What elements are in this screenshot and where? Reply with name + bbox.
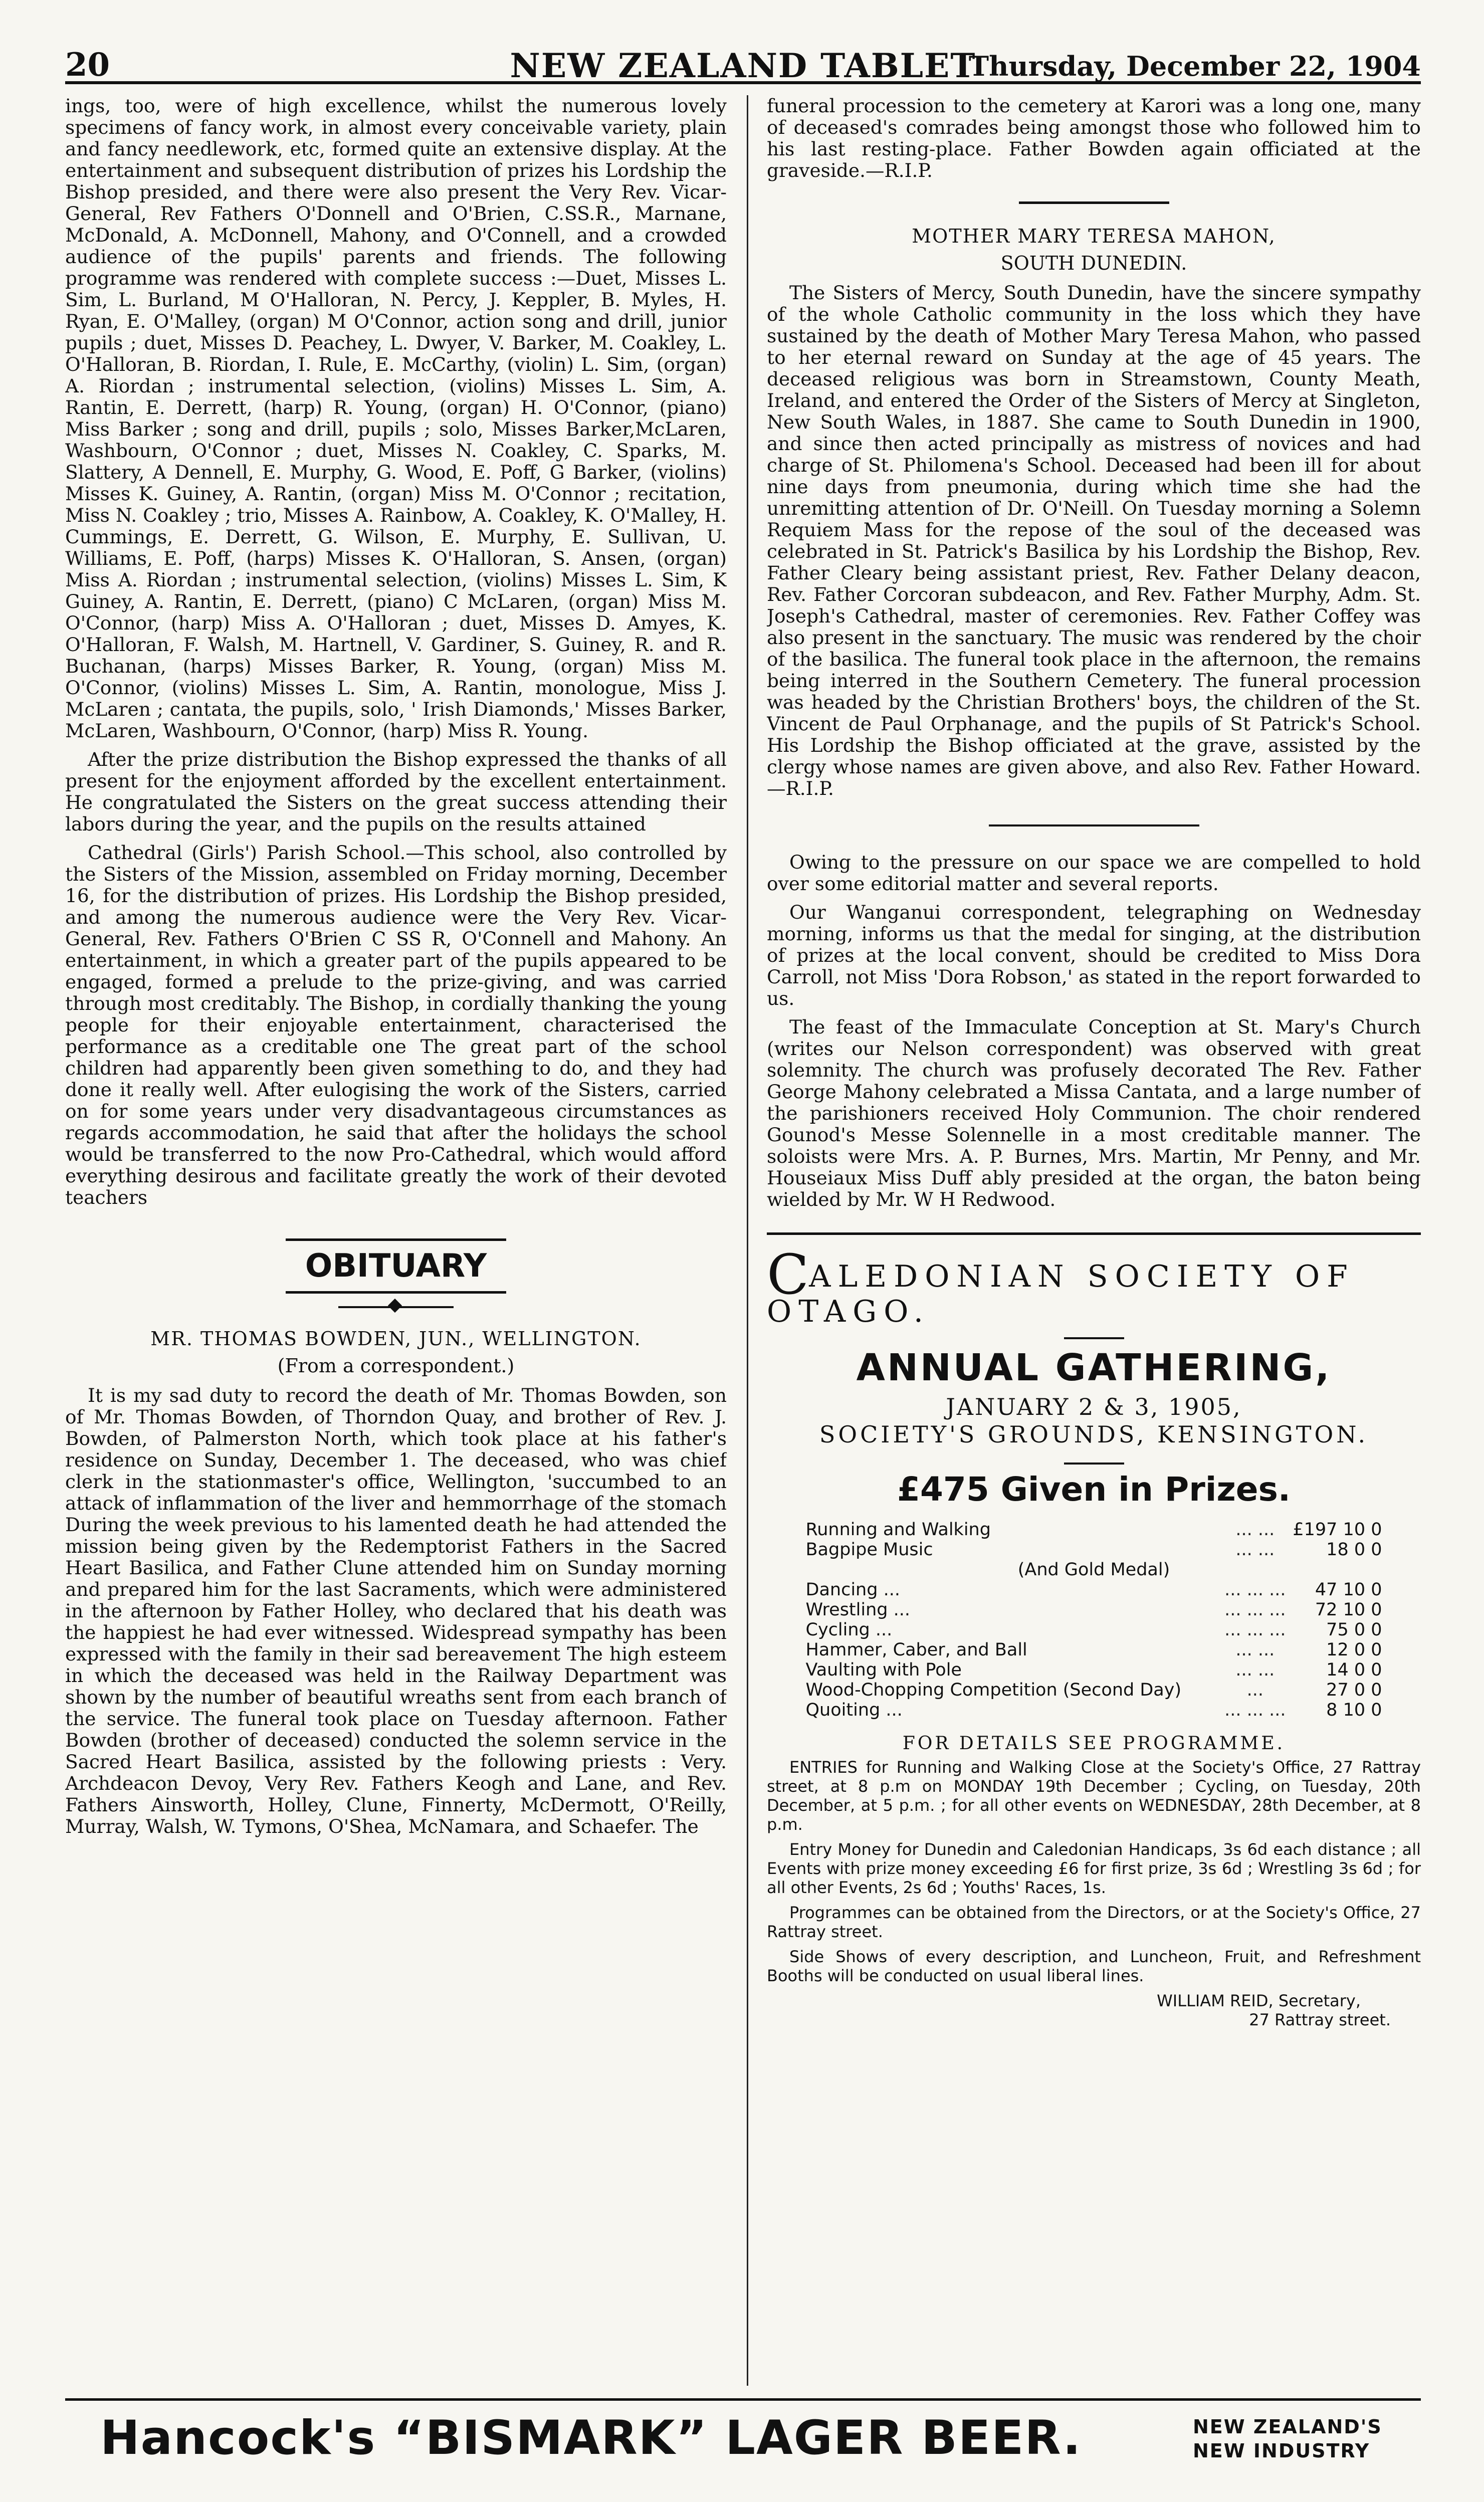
obituary-continued: funeral procession to the cemetery at Karori was a long one, many of deceased's comrades being amongst those who followed him to his last resting-place. Father Bowden again officiated at the graveside.—R.I.P. [767, 95, 1421, 181]
prize-event: Bagpipe Music [805, 1540, 933, 1560]
prize-dots: ... ... [1235, 1520, 1275, 1540]
prize-dots: ... [1246, 1680, 1264, 1700]
prize-dots: ... ... [1235, 1660, 1275, 1680]
prize-row [806, 1600, 1382, 1620]
page-number: 20 [65, 46, 110, 84]
footer-rule [65, 2398, 1421, 2401]
obituary-paragraph: It is my sad duty to record the death of Mr. Thomas Bowden, son of Mr. Thomas Bowden, of Thorndon Quay, and brother of Rev. J. Bowden, of Palmerston North, which took place at his father's residence on Sunday, December 1. The deceased, who was chief clerk in the stationmaster's office, Wellington, 'succumbed to an attack of inflammation of the liver and hemmorrhage of the stomach During the week previous to his lamented death he had attended the mission being given by the Redemptorist Fathers in the Sacred Heart Basilica, and Father Clune attended him on Sunday morning and prepared him for the last Sacraments, which were administered in the afternoon by Father Holley, who declared that his death was the happiest he had ever witnessed. Widespread sympathy has been expressed with the family in their sad bereavement The high esteem in which the deceased was held in the Railway Department was shown by the number of beautiful wreaths sent from each branch of the service. The funeral took place on Tuesday afternoon. Father Bowden (brother of deceased) conducted the solemn service in the Sacred Heart Basilica, assisted by the following priests : Very. Archdeacon Devoy, Very Rev. Fathers Keogh and Lane, and Rev. Fathers Ainsworth, Holley, Clune, Finnerty, McDermott, O'Reilly, Murray, Walsh, W. Tymons, O'Shea, McNamara, and Schaefer. The [65, 1384, 727, 1837]
prize-row [806, 1520, 1382, 1540]
nz-industry-line: NEW INDUSTRY [1193, 2440, 1370, 2462]
prize-amount: £197 10 0 [1293, 1520, 1382, 1540]
prize-amount: 47 10 0 [1315, 1580, 1382, 1600]
prize-dots: ... ... ... [1224, 1600, 1286, 1620]
advert-title-rest: ALEDONIAN SOCIETY OF OTAGO. [767, 1259, 1355, 1329]
note-paragraph: The feast of the Immaculate Conception at St. Mary's Church (writes our Nelson correspondent) was observed with great solemnity. The church was profusely decorated The Rev. Father George Mahony celebrated a Missa Cantata, and a large number of the parishioners received Holy Communion. The choir rendered Gounod's Messe Solennelle in a most creditable manner. The soloists were Mrs. A. P. Burnes, Mrs. Martin, Mr Penny, and Mr. Houseiaux Miss Duff ably presided at the organ, the baton being wielded by Mr. W H Redwood. [767, 1016, 1421, 1210]
prize-amount: 27 0 0 [1326, 1680, 1382, 1700]
obituary-byline: (From a correspondent.) [277, 1355, 515, 1377]
prize-row [806, 1680, 1382, 1700]
advert-details-heading: FOR DETAILS SEE PROGRAMME. [902, 1733, 1286, 1754]
prize-amount: 14 0 0 [1326, 1660, 1382, 1680]
prize-amount: 8 10 0 [1326, 1700, 1382, 1720]
advert-title-initial: C [767, 1242, 809, 1307]
prize-amount: 75 0 0 [1326, 1620, 1382, 1640]
prize-amount: 72 10 0 [1315, 1600, 1382, 1620]
column-divider [747, 95, 748, 2386]
nz-industry-text [1193, 2415, 1382, 2463]
caledonian-advert [767, 1242, 1421, 2029]
prize-event: Quoiting ... [805, 1700, 903, 1720]
prize-row [806, 1540, 1382, 1560]
prize-row [806, 1620, 1382, 1640]
obituary-section-title: OBITUARY [286, 1238, 506, 1294]
mahon-heading: MOTHER MARY TERESA MAHON, [912, 225, 1276, 247]
prize-row [806, 1580, 1382, 1600]
advert-short-rule [1064, 1337, 1124, 1339]
prize-table [806, 1520, 1382, 1720]
advert-prize-total: £475 Given in Prizes. [897, 1470, 1291, 1509]
prize-event: Dancing ... [805, 1580, 900, 1600]
masthead [65, 46, 1421, 84]
prize-event: Wrestling ... [805, 1600, 910, 1620]
prize-dots: ... ... [1235, 1640, 1275, 1660]
prize-event: Wood-Chopping Competition (Second Day) [805, 1680, 1182, 1700]
mahon-subheading: SOUTH DUNEDIN. [1000, 252, 1187, 274]
section-rule [1019, 201, 1169, 204]
mahon-paragraph: The Sisters of Mercy, South Dunedin, have the sincere sympathy of the whole Catholic community in the loss which they have sustained by the death of Mother Mary Teresa Mahon, who passed to her eternal reward on Sunday at the age of 45 years. The deceased religious was born in Streamstown, County Meath, Ireland, and entered the Order of the Sisters of Mercy at Singleton, New South Wales, in 1887. She came to South Dunedin in 1900, and since then acted principally as mistress of novices and had charge of St. Philomena's School. Deceased had been ill for about nine days from pneumonia, during which time she had the unremitting attention of Dr. O'Neill. On Tuesday morning a Solemn Requiem Mass for the repose of the soul of the deceased was celebrated in St. Patrick's Basilica by his Lordship the Bishop, Rev. Father Cleary being assistant priest, Rev. Father Delany deacon, Rev. Father Corcoran subdeacon, and Rev. Father Murphy, Adm. St. Joseph's Cathedral, master of ceremonies. Rev. Father Coffey was also present in the sanctuary. The music was rendered by the choir of the basilica. The funeral took place in the afternoon, the remains being interred in the Southern Cemetery. The funeral procession was headed by the Christian Brothers' boys, the children of the St. Vincent de Paul Orphanage, and the pupils of St Patrick's School. His Lordship the Bishop officiated at the grave, assisted by the clergy whose names are given above, and also Rev. Father Howard.—R.I.P. [767, 282, 1421, 799]
prize-row [806, 1700, 1382, 1720]
prize-amount: 12 0 0 [1326, 1640, 1382, 1660]
gold-medal-note: (And Gold Medal) [1017, 1560, 1170, 1580]
advert-annual-gathering: ANNUAL GATHERING, [856, 1346, 1332, 1389]
advert-title [767, 1242, 1421, 1329]
advert-signature-name: WILLIAM REID, Secretary, [1157, 1991, 1361, 2010]
prize-event: Cycling ... [805, 1620, 893, 1640]
prize-row [806, 1660, 1382, 1680]
advert-paragraph: Entry Money for Dunedin and Caledonian Handicaps, 3s 6d each distance ; all Events with prize money exceeding £6 for first prize, 3s 6d ; Wrestling 3s 6d ; for all other Events, 2s 6d ; Youths' Races, 1s. [767, 1840, 1421, 1897]
right-column [767, 95, 1421, 2386]
advert-paragraph: Programmes can be obtained from the Directors, or at the Society's Office, 27 Rattray street. [767, 1903, 1421, 1941]
note-paragraph: Owing to the pressure on our space we are compelled to hold over some editorial matter and several reports. [767, 851, 1421, 895]
prize-event: Hammer, Caber, and Ball [805, 1640, 1027, 1660]
article-paragraph: ings, too, were of high excellence, whilst the numerous lovely specimens of fancy work, in almost every conceivable variety, plain and fancy needlework, etc, formed quite an extensive display. At the entertainment and subsequent distribution of prizes his Lordship the Bishop presided, and there were also present the Very Rev. Vicar-General, Rev Fathers O'Donnell and O'Brien, C.SS.R., Marnane, McDonald, A. McDonnell, Mahony, and O'Connell, and a crowded audience of the pupils' parents and friends. The following programme was rendered with complete success :—Duet, Misses L. Sim, L. Burland, M O'Halloran, N. Percy, J. Keppler, B. Myles, H. Ryan, E. O'Malley, (organ) M O'Connor, action song and drill, junior pupils ; duet, Misses D. Peachey, L. Dwyer, V. Barker, M. Coakley, L. O'Halloran, B. Riordan, I. Rule, E. McCarthy, (violin) L. Sim, (organ) A. Riordan ; instrumental selection, (violins) Misses L. Sim, A. Rantin, E. Derrett, (harp) R. Young, (organ) H. O'Connor, (piano) Miss Barker ; song and drill, pupils ; solo, Misses Barker,McLaren, Washbourn, O'Connor ; duet, Misses N. Coakley, C. Sparks, M. Slattery, A Dennell, E. Murphy, G. Wood, E. Poff, G Barker, (violins) Misses K. Guiney, A. Rantin, (organ) Miss M. O'Connor ; recitation, Miss N. Coakley ; trio, Misses A. Rainbow, A. Coakley, K. O'Malley, H. Cummings, E. Derrett, G. Wilson, E. Murphy, E. Sullivan, U. Williams, E. Poff, (harps) Misses K. O'Halloran, S. Ansen, (organ) Miss A. Riordan ; instrumental selection, (violins) Misses L. Sim, K Guiney, A. Rantin, E. Derrett, (piano) C McLaren, (organ) Miss M. O'Connor, (harp) Miss A. O'Halloran ; duet, Misses D. Amyes, K. O'Halloran, F. Walsh, M. Hartnell, V. Gardiner, S. Guiney, R. and R. Buchanan, (harps) Misses Barker, R. Young, (organ) Miss M. O'Connor, (violins) Misses L. Sim, A. Rantin, monologue, Miss J. McLaren ; cantata, the pupils, solo, ' Irish Diamonds,' Misses Barker, McLaren, Washbourn, O'Connor, (harp) Miss R. Young. [65, 95, 727, 742]
beer-advert-text: Hancock's “BISMARK” LAGER BEER. [100, 2411, 1082, 2465]
prize-note-row [806, 1560, 1382, 1580]
prize-event: Vaulting with Pole [805, 1660, 962, 1680]
advert-short-rule [1064, 1463, 1124, 1465]
prize-dots: ... ... ... [1224, 1580, 1286, 1600]
advert-paragraph: ENTRIES for Running and Walking Close at the Society's Office, 27 Rattray street, at 8 p.m on MONDAY 19th December ; Cycling, on Tuesday, 20th December, at 5 p.m. ; for all other events on WEDNESDAY, 28th December, at 8 p.m. [767, 1758, 1421, 1834]
obituary-heading: MR. THOMAS BOWDEN, JUN., WELLINGTON. [150, 1328, 642, 1350]
note-paragraph: Our Wanganui correspondent, telegraphing on Wednesday morning, informs us that the medal for singing, at the distribution of prizes at the local convent, should be credited to Miss Dora Carroll, not Miss 'Dora Robson,' as stated in the report forwarded to us. [767, 901, 1421, 1009]
left-column [65, 95, 727, 2386]
section-rule [989, 824, 1199, 826]
issue-date: Thursday, December 22, 1904 [968, 50, 1421, 82]
advert-paragraph: Side Shows of every description, and Luncheon, Fruit, and Refreshment Booths will be conducted on usual liberal lines. [767, 1947, 1421, 1985]
prize-dots: ... ... ... [1224, 1620, 1286, 1640]
diamond-ornament [388, 1299, 402, 1313]
prize-dots: ... ... ... [1224, 1700, 1286, 1720]
footer-advert [100, 2406, 1421, 2476]
prize-dots: ... ... [1235, 1540, 1275, 1560]
diamond-rule [338, 1301, 454, 1314]
article-paragraph: Cathedral (Girls') Parish School.—This school, also controlled by the Sisters of the Mission, assembled on Friday morning, December 16, for the distribution of prizes. His Lordship the Bishop presided, and among the numerous audience were the Very Rev. Vicar-General, Rev. Fathers O'Brien C SS R, O'Connell and Mahony. An entertainment, in which a greater part of the pupils appeared to be engaged, formed a prelude to the prize-giving, and was carried through most creditably. The Bishop, in cordially thanking the young people for their enjoyable entertainment, characterised the performance as a creditable one The great part of the school children had apparently been given something to do, and they had done it really well. After eulogising the work of the Sisters, carried on for some years under very disadvantageous circumstances as regards accommodation, he said that after the holidays the school would be transferred to the now Pro-Cathedral, which would afford everything desirous and facilitate greatly the work of their devoted teachers [65, 842, 727, 1208]
advert-grounds: SOCIETY'S GROUNDS, KENSINGTON. [819, 1421, 1369, 1448]
prize-row [806, 1640, 1382, 1660]
advert-rule [767, 1232, 1421, 1235]
nz-industry-line: NEW ZEALAND'S [1193, 2416, 1382, 2438]
advert-signature-address: 27 Rattray street. [1249, 2010, 1391, 2029]
advert-details [767, 1758, 1421, 1985]
prize-amount: 18 0 0 [1326, 1540, 1382, 1560]
advert-dates: JANUARY 2 & 3, 1905, [946, 1393, 1242, 1420]
article-paragraph: After the prize distribution the Bishop expressed the thanks of all present for the enjoyment afforded by the excellent entertainment. He congratulated the Sisters on the great success attending their labors during the year, and the pupils on the results attained [65, 748, 727, 835]
newspaper-title: NEW ZEALAND TABLET [510, 46, 976, 85]
prize-event: Running and Walking [805, 1520, 991, 1540]
